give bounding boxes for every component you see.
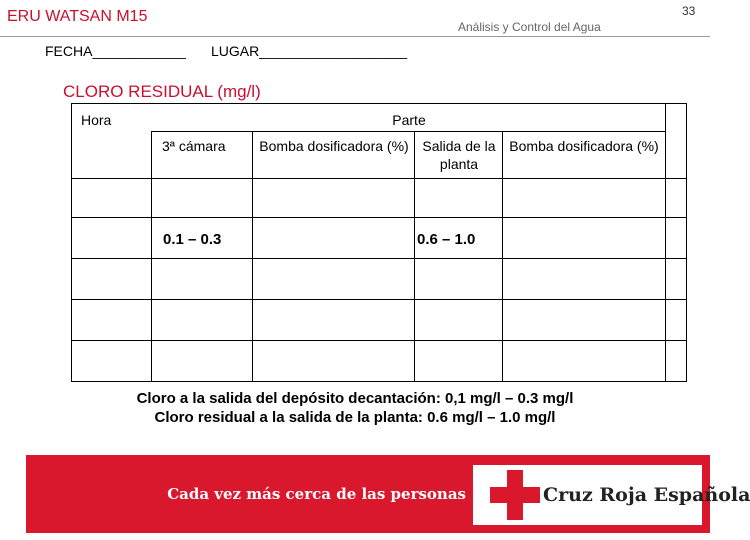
document-subtitle: Análisis y Control del Agua bbox=[458, 20, 601, 34]
red-cross-icon bbox=[497, 465, 533, 525]
section-title: CLORO RESIDUAL (mg/l) bbox=[63, 82, 261, 101]
parte-header: Parte bbox=[392, 112, 426, 128]
column-header-camara: 3ª cámara bbox=[162, 138, 226, 154]
fecha-field: FECHA____________ bbox=[45, 43, 186, 59]
document-title: ERU WATSAN M15 bbox=[7, 8, 148, 25]
cruz-roja-logo bbox=[473, 465, 750, 525]
hora-header: Hora bbox=[81, 112, 112, 128]
column-header-bomba-1: Bomba dosificadora (%) bbox=[259, 138, 409, 154]
range-salida: 0.6 – 1.0 bbox=[417, 231, 476, 248]
header-divider bbox=[0, 36, 710, 37]
lugar-field: LUGAR___________________ bbox=[211, 43, 408, 59]
range-camara: 0.1 – 0.3 bbox=[163, 231, 222, 248]
column-header-salida: Salida de la planta bbox=[422, 138, 496, 172]
chlorine-table bbox=[71, 103, 687, 382]
footer-banner bbox=[26, 455, 750, 533]
page-number: 33 bbox=[682, 4, 696, 18]
note-planta: Cloro residual a la salida de la planta: 0.6 mg/l – 1.0 mg/l bbox=[154, 409, 556, 426]
banner-tagline: Cada vez más cerca de las personas bbox=[167, 485, 466, 503]
logo-text: Cruz Roja Española bbox=[543, 484, 750, 506]
column-header-bomba-2: Bomba dosificadora (%) bbox=[509, 138, 659, 154]
note-decantacion: Cloro a la salida del depósito decantación: 0,1 mg/l – 0.3 mg/l bbox=[136, 390, 574, 407]
